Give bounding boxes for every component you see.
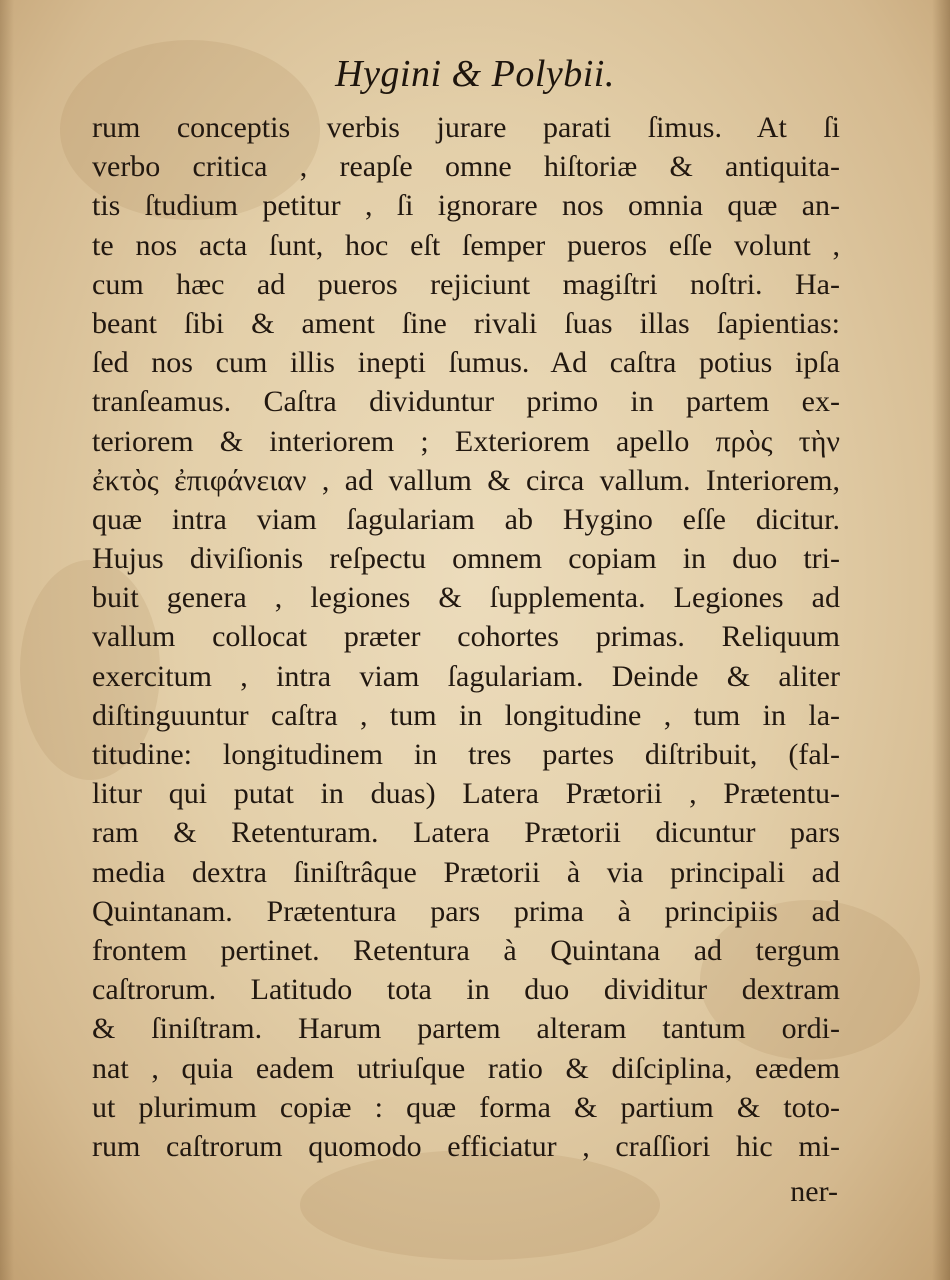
text-line: exercitum , intra viam ſagulariam. Deinde & aliter: [92, 659, 840, 693]
text-line: rum conceptis verbis jurare parati ſimus. At ſi: [92, 111, 840, 144]
text-line: buit genera , legiones & ſupplementa. Legiones ad: [92, 581, 840, 615]
text-line: ut plurimum copiæ : quæ forma & partium & toto-: [92, 1090, 840, 1124]
text-line: rum caſtrorum quomodo efficiatur , craſſiori hic mi-: [92, 1129, 840, 1163]
text-line: beant ſibi & ament ſine rivali ſuas illas ſapientias:: [92, 306, 840, 340]
text-line: frontem pertinet. Retentura à Quintana ad tergum: [92, 933, 840, 967]
text-line: verbo critica , reapſe omne hiſtoriæ & antiquita-: [92, 150, 840, 184]
text-line: diſtinguuntur caſtra , tum in longitudine , tum in la-: [92, 698, 840, 732]
text-line: cum hæc ad pueros rejiciunt magiſtri noſtri. Ha-: [92, 267, 840, 301]
text-line: teriorem & interiorem ; Exteriorem apello πρὸς τὴν: [92, 424, 840, 458]
text-line: & ſiniſtram. Harum partem alteram tantum ordi-: [92, 1012, 840, 1046]
text-line: ἐκτὸς ἐπιφάνειαν , ad vallum & circa vallum. Interiorem,: [92, 463, 840, 497]
text-line: tis ſtudium petitur , ſi ignorare nos omnia quæ an-: [92, 189, 840, 223]
text-line: Hujus diviſionis reſpectu omnem copiam in duo tri-: [92, 542, 840, 576]
text-line: nat , quia eadem utriuſque ratio & diſciplina, eædem: [92, 1051, 840, 1085]
text-line: vallum collocat præter cohortes primas. Reliquum: [92, 620, 840, 654]
body-text: [92, 108, 840, 1166]
text-line: quæ intra viam ſagulariam ab Hygino eſſe dicitur.: [92, 502, 840, 536]
page-edge-left: [0, 0, 14, 1280]
text-line: litur qui putat in duas) Latera Prætorii , Prætentu-: [92, 777, 840, 811]
text-line: te nos acta ſunt, hoc eſt ſemper pueros eſſe volunt ,: [92, 228, 840, 262]
text-line: tranſeamus. Caſtra dividuntur primo in partem ex-: [92, 385, 840, 419]
text-line: titudine: longitudinem in tres partes diſtribuit, (fal-: [92, 738, 840, 771]
text-line: ſed nos cum illis inepti ſumus. Ad caſtra potius ipſa: [92, 346, 840, 380]
page-edge-right: [932, 0, 950, 1280]
paper-stain: [300, 1150, 660, 1260]
text-line: Quintanam. Prætentura pars prima à principiis ad: [92, 894, 840, 928]
running-head: Hygini & Polybii.: [335, 53, 615, 95]
catchword: ner-: [790, 1175, 838, 1208]
text-line: media dextra ſiniſtrâque Prætorii à via principali ad: [92, 855, 840, 889]
text-line: caſtrorum. Latitudo tota in duo dividitur dextram: [92, 973, 840, 1007]
text-line: ram & Retenturam. Latera Prætorii dicuntur pars: [92, 816, 840, 850]
